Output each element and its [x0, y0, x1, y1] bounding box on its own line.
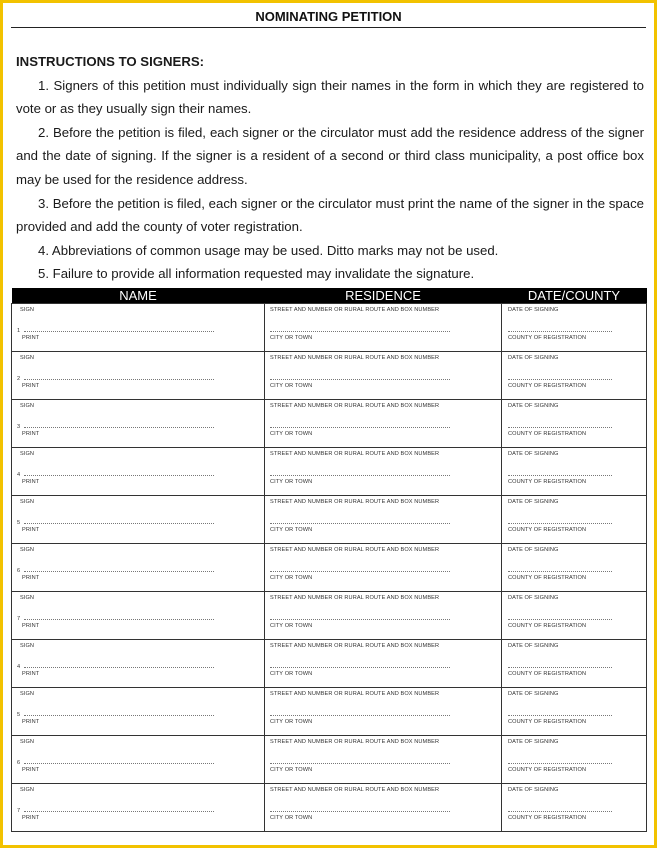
instructions-block: [16, 50, 644, 286]
date-label: DATE OF SIGNING: [508, 739, 559, 745]
table-row: [12, 352, 647, 400]
name-cell[interactable]: [12, 784, 265, 832]
print-label: PRINT: [22, 431, 40, 437]
residence-cell[interactable]: [265, 496, 502, 544]
sign-line[interactable]: [24, 427, 214, 428]
sign-line[interactable]: [24, 619, 214, 620]
city-label: CITY OR TOWN: [270, 767, 313, 773]
date-line[interactable]: [508, 667, 612, 668]
street-line[interactable]: [270, 331, 450, 332]
date-county-cell[interactable]: [502, 784, 647, 832]
header-date-county: DATE/COUNTY: [502, 288, 647, 304]
street-line[interactable]: [270, 619, 450, 620]
print-label: PRINT: [22, 671, 40, 677]
row-number: 5: [17, 712, 21, 718]
instructions-heading: INSTRUCTIONS TO SIGNERS:: [16, 54, 205, 69]
date-county-cell[interactable]: [502, 400, 647, 448]
name-cell[interactable]: [12, 736, 265, 784]
table-row: [12, 448, 647, 496]
print-label: PRINT: [22, 575, 40, 581]
sign-label: SIGN: [20, 499, 35, 505]
sign-label: SIGN: [20, 643, 35, 649]
header-name: NAME: [12, 288, 265, 304]
row-number: 6: [17, 760, 21, 766]
street-line[interactable]: [270, 427, 450, 428]
city-label: CITY OR TOWN: [270, 383, 313, 389]
date-line[interactable]: [508, 715, 612, 716]
residence-cell[interactable]: [265, 448, 502, 496]
county-label: COUNTY OF REGISTRATION: [508, 479, 587, 485]
street-label: STREET AND NUMBER OR RURAL ROUTE AND BOX NUMBER: [270, 355, 440, 361]
sign-label: SIGN: [20, 307, 35, 313]
sign-label: SIGN: [20, 451, 35, 457]
sign-line[interactable]: [24, 475, 214, 476]
date-county-cell[interactable]: [502, 448, 647, 496]
date-label: DATE OF SIGNING: [508, 643, 559, 649]
street-line[interactable]: [270, 523, 450, 524]
date-county-cell[interactable]: [502, 688, 647, 736]
street-label: STREET AND NUMBER OR RURAL ROUTE AND BOX NUMBER: [270, 451, 440, 457]
street-label: STREET AND NUMBER OR RURAL ROUTE AND BOX NUMBER: [270, 499, 440, 505]
county-label: COUNTY OF REGISTRATION: [508, 671, 587, 677]
county-label: COUNTY OF REGISTRATION: [508, 767, 587, 773]
street-line[interactable]: [270, 811, 450, 812]
print-label: PRINT: [22, 527, 40, 533]
residence-cell[interactable]: [265, 592, 502, 640]
date-label: DATE OF SIGNING: [508, 307, 559, 313]
table-row: [12, 592, 647, 640]
street-line[interactable]: [270, 475, 450, 476]
print-label: PRINT: [22, 335, 40, 341]
print-label: PRINT: [22, 383, 40, 389]
date-label: DATE OF SIGNING: [508, 355, 559, 361]
street-line[interactable]: [270, 715, 450, 716]
table-header-row: [12, 288, 647, 304]
instruction-5: 5. Failure to provide all information requested may invalidate the signature.: [38, 266, 475, 282]
date-label: DATE OF SIGNING: [508, 403, 559, 409]
county-label: COUNTY OF REGISTRATION: [508, 575, 587, 581]
residence-cell[interactable]: [265, 400, 502, 448]
city-label: CITY OR TOWN: [270, 335, 313, 341]
residence-cell[interactable]: [265, 352, 502, 400]
date-line[interactable]: [508, 619, 612, 620]
name-cell[interactable]: [12, 688, 265, 736]
county-label: COUNTY OF REGISTRATION: [508, 719, 587, 725]
street-label: STREET AND NUMBER OR RURAL ROUTE AND BOX NUMBER: [270, 691, 440, 697]
date-county-cell[interactable]: [502, 544, 647, 592]
print-label: PRINT: [22, 815, 40, 821]
row-number: 7: [17, 616, 21, 622]
sign-label: SIGN: [20, 691, 35, 697]
name-cell[interactable]: [12, 592, 265, 640]
city-label: CITY OR TOWN: [270, 479, 313, 485]
street-label: STREET AND NUMBER OR RURAL ROUTE AND BOX NUMBER: [270, 547, 440, 553]
residence-cell[interactable]: [265, 304, 502, 352]
sign-label: SIGN: [20, 595, 35, 601]
name-cell[interactable]: [12, 352, 265, 400]
date-line[interactable]: [508, 475, 612, 476]
county-label: COUNTY OF REGISTRATION: [508, 815, 587, 821]
table-row: [12, 784, 647, 832]
sign-label: SIGN: [20, 355, 35, 361]
page-title: NOMINATING PETITION: [255, 9, 402, 24]
row-number: 4: [17, 664, 21, 670]
date-label: DATE OF SIGNING: [508, 451, 559, 457]
date-line[interactable]: [508, 811, 612, 812]
date-county-cell[interactable]: [502, 592, 647, 640]
street-label: STREET AND NUMBER OR RURAL ROUTE AND BOX NUMBER: [270, 643, 440, 649]
name-cell[interactable]: [12, 304, 265, 352]
residence-cell[interactable]: [265, 544, 502, 592]
county-label: COUNTY OF REGISTRATION: [508, 335, 587, 341]
instruction-1: 1. Signers of this petition must individually sign their names in the form in which they are registered to vote or as they usually sign their names.: [16, 77, 644, 117]
row-number: 4: [17, 472, 21, 478]
print-label: PRINT: [22, 479, 40, 485]
instruction-2: 2. Before the petition is filed, each signer or the circulator must add the residence address of the signer and the date of signing. If the signer is a resident of a second or third class municipality, a post office box may be used for the residence address.: [16, 124, 644, 187]
table-row: [12, 304, 647, 352]
signature-table: [11, 288, 647, 832]
date-label: DATE OF SIGNING: [508, 547, 559, 553]
county-label: COUNTY OF REGISTRATION: [508, 383, 587, 389]
instruction-4: 4. Abbreviations of common usage may be used. Ditto marks may not be used.: [38, 242, 499, 258]
row-number: 3: [17, 424, 21, 430]
date-label: DATE OF SIGNING: [508, 691, 559, 697]
city-label: CITY OR TOWN: [270, 719, 313, 725]
street-line[interactable]: [270, 571, 450, 572]
city-label: CITY OR TOWN: [270, 431, 313, 437]
county-label: COUNTY OF REGISTRATION: [508, 623, 587, 629]
street-line[interactable]: [270, 763, 450, 764]
street-label: STREET AND NUMBER OR RURAL ROUTE AND BOX NUMBER: [270, 595, 440, 601]
city-label: CITY OR TOWN: [270, 527, 313, 533]
sign-line[interactable]: [24, 379, 214, 380]
sign-line[interactable]: [24, 811, 214, 812]
date-line[interactable]: [508, 571, 612, 572]
row-number: 2: [17, 376, 21, 382]
date-county-cell[interactable]: [502, 304, 647, 352]
sign-label: SIGN: [20, 739, 35, 745]
row-number: 6: [17, 568, 21, 574]
street-line[interactable]: [270, 667, 450, 668]
date-county-cell[interactable]: [502, 640, 647, 688]
sign-line[interactable]: [24, 331, 214, 332]
row-number: 1: [17, 328, 21, 334]
date-county-cell[interactable]: [502, 352, 647, 400]
city-label: CITY OR TOWN: [270, 671, 313, 677]
instruction-3: 3. Before the petition is filed, each signer or the circulator must print the name of the signer in the space provided and add the county of voter registration.: [16, 195, 644, 235]
street-label: STREET AND NUMBER OR RURAL ROUTE AND BOX NUMBER: [270, 739, 440, 745]
date-label: DATE OF SIGNING: [508, 499, 559, 505]
sign-line[interactable]: [24, 715, 214, 716]
row-number: 7: [17, 808, 21, 814]
date-line[interactable]: [508, 379, 612, 380]
residence-cell[interactable]: [265, 784, 502, 832]
print-label: PRINT: [22, 623, 40, 629]
table-row: [12, 640, 647, 688]
table-row: [12, 544, 647, 592]
date-county-cell[interactable]: [502, 496, 647, 544]
city-label: CITY OR TOWN: [270, 575, 313, 581]
residence-cell[interactable]: [265, 736, 502, 784]
print-label: PRINT: [22, 767, 40, 773]
date-line[interactable]: [508, 427, 612, 428]
residence-cell[interactable]: [265, 640, 502, 688]
row-number: 5: [17, 520, 21, 526]
date-label: DATE OF SIGNING: [508, 787, 559, 793]
name-cell[interactable]: [12, 400, 265, 448]
name-cell[interactable]: [12, 640, 265, 688]
name-cell[interactable]: [12, 448, 265, 496]
name-cell[interactable]: [12, 544, 265, 592]
header-residence: RESIDENCE: [265, 288, 502, 304]
street-line[interactable]: [270, 379, 450, 380]
date-label: DATE OF SIGNING: [508, 595, 559, 601]
sign-line[interactable]: [24, 523, 214, 524]
street-label: STREET AND NUMBER OR RURAL ROUTE AND BOX NUMBER: [270, 787, 440, 793]
sign-label: SIGN: [20, 547, 35, 553]
title-divider: [11, 27, 646, 28]
table-row: [12, 736, 647, 784]
table-row: [12, 688, 647, 736]
name-cell[interactable]: [12, 496, 265, 544]
date-line[interactable]: [508, 523, 612, 524]
county-label: COUNTY OF REGISTRATION: [508, 431, 587, 437]
date-line[interactable]: [508, 331, 612, 332]
table-row: [12, 496, 647, 544]
date-county-cell[interactable]: [502, 736, 647, 784]
print-label: PRINT: [22, 719, 40, 725]
street-label: STREET AND NUMBER OR RURAL ROUTE AND BOX NUMBER: [270, 403, 440, 409]
street-label: STREET AND NUMBER OR RURAL ROUTE AND BOX NUMBER: [270, 307, 440, 313]
city-label: CITY OR TOWN: [270, 815, 313, 821]
sign-line[interactable]: [24, 571, 214, 572]
sign-line[interactable]: [24, 763, 214, 764]
table-row: [12, 400, 647, 448]
county-label: COUNTY OF REGISTRATION: [508, 527, 587, 533]
sign-line[interactable]: [24, 667, 214, 668]
city-label: CITY OR TOWN: [270, 623, 313, 629]
sign-label: SIGN: [20, 403, 35, 409]
sign-label: SIGN: [20, 787, 35, 793]
residence-cell[interactable]: [265, 688, 502, 736]
date-line[interactable]: [508, 763, 612, 764]
